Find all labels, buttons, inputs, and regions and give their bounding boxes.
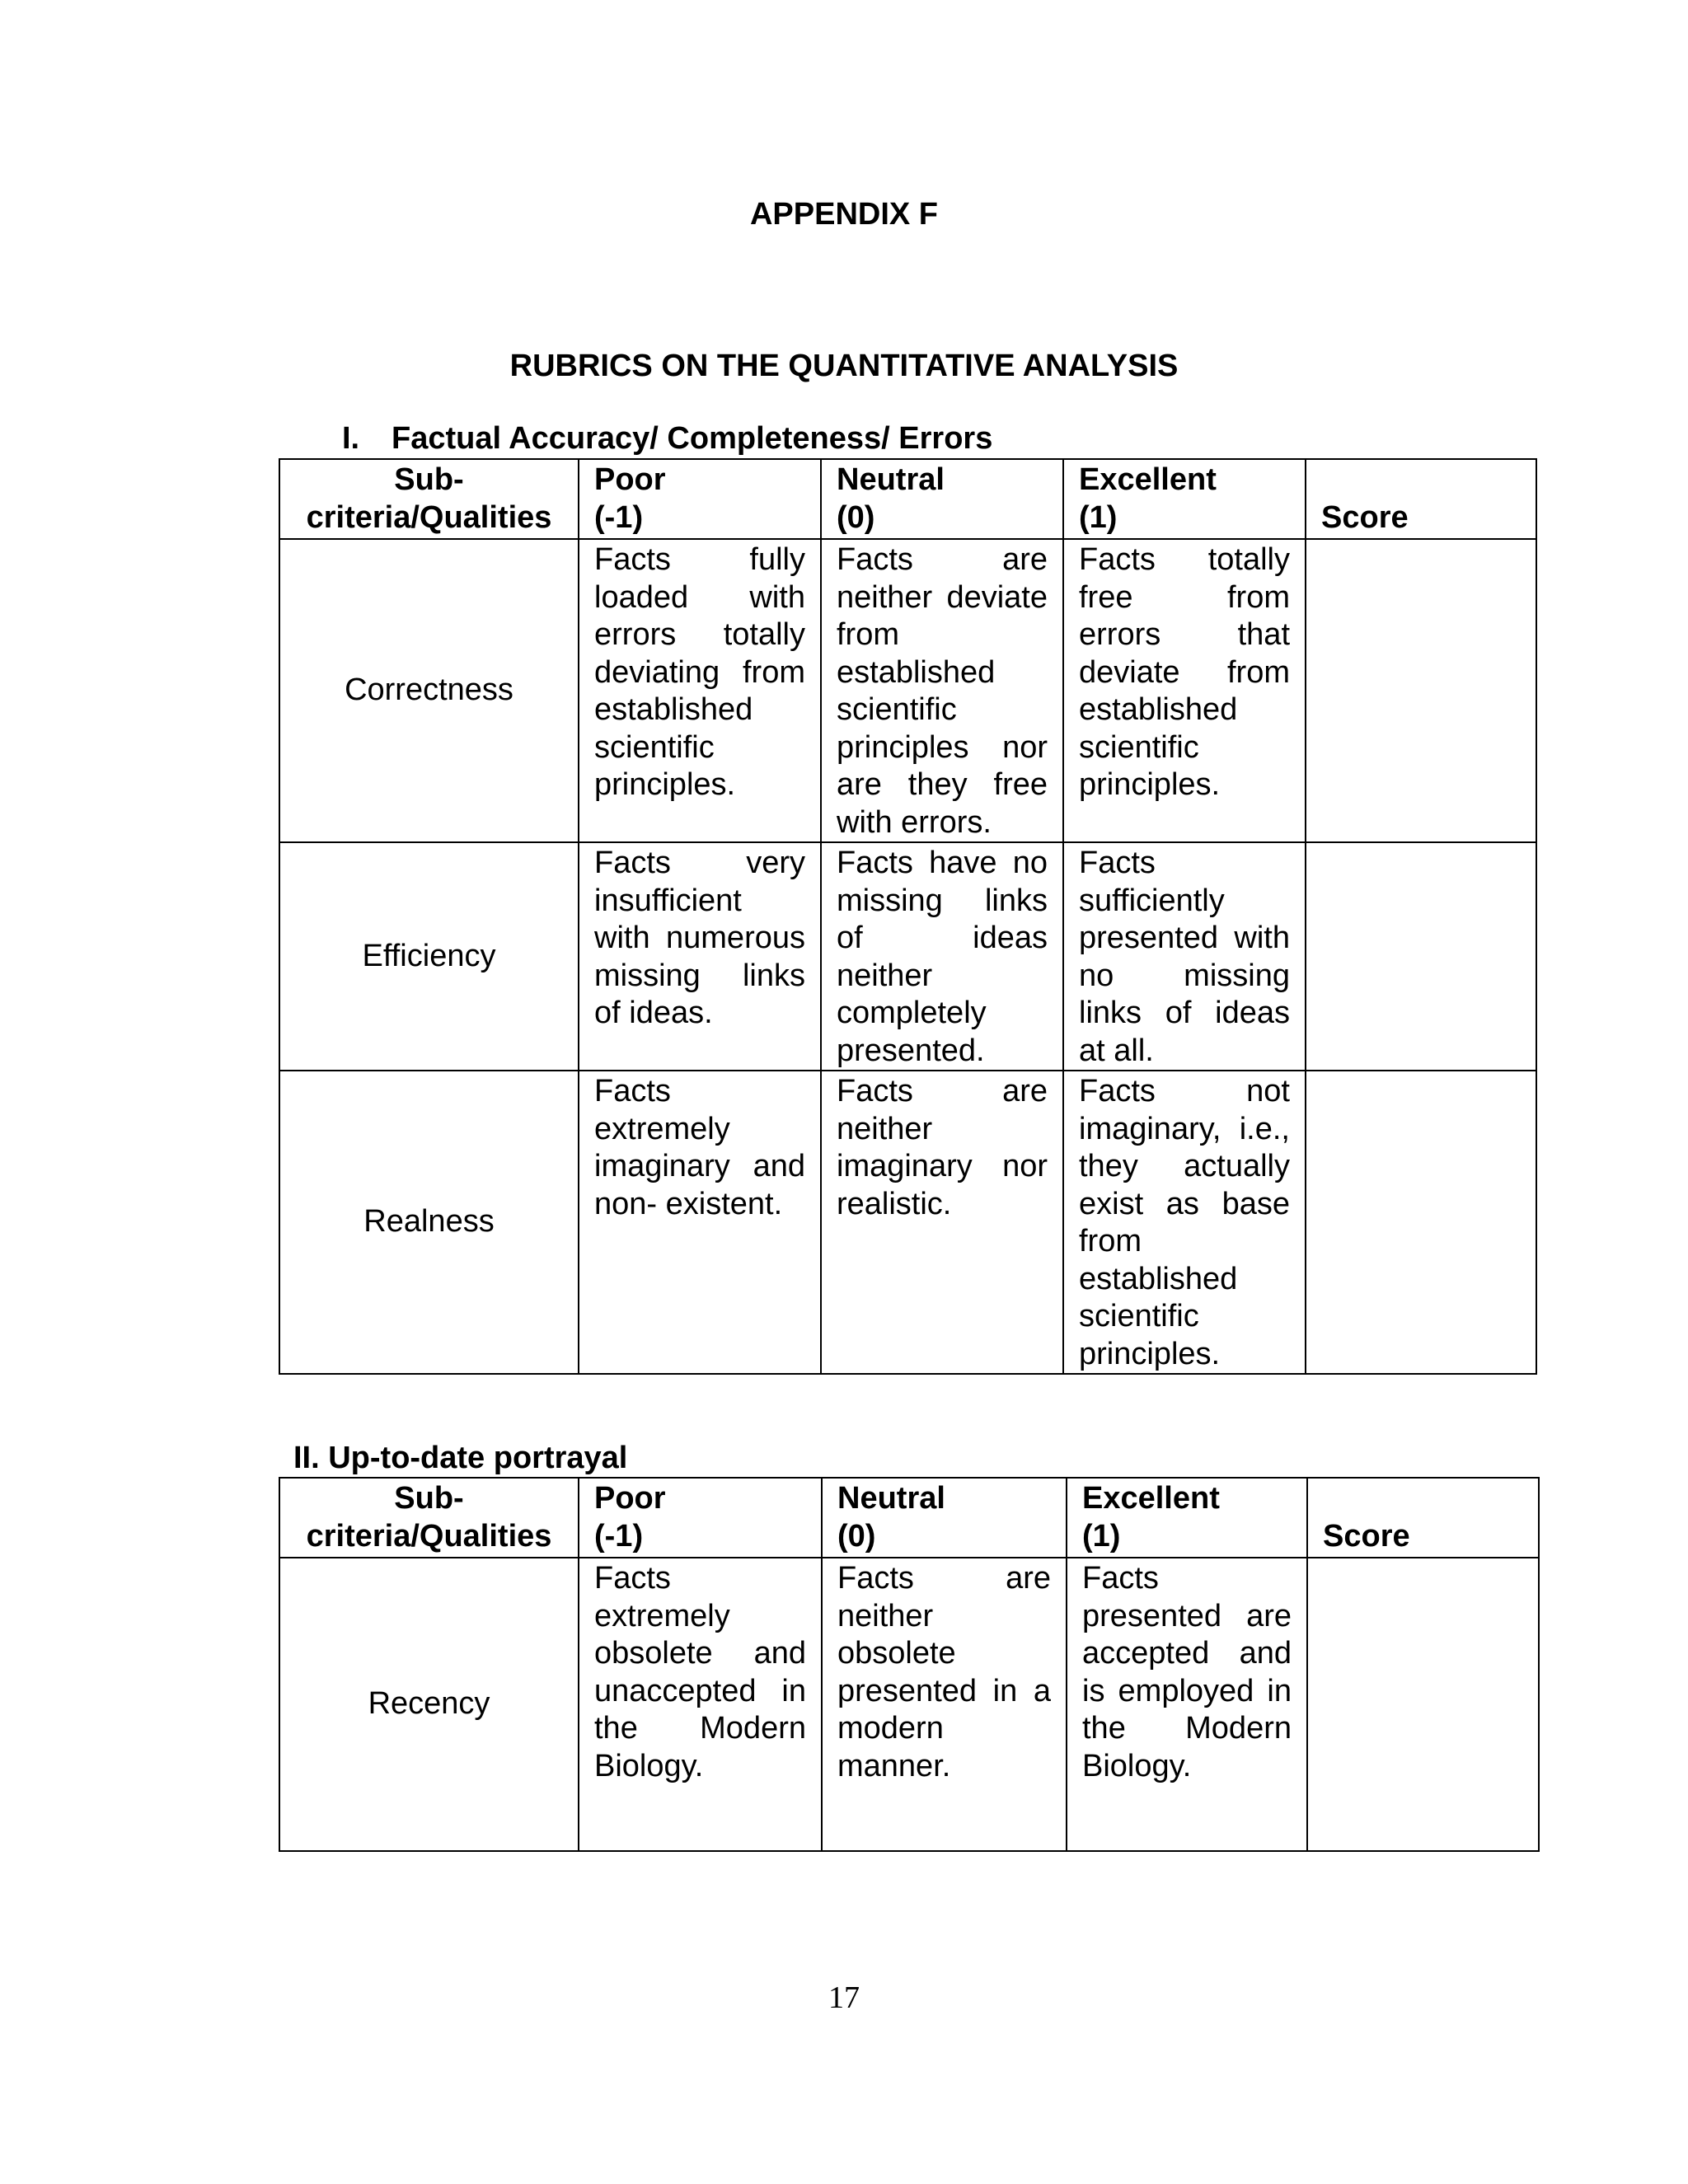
neutral-cell: Facts are neither obsolete presented in a modern manner.	[822, 1558, 1067, 1851]
table-header-row	[279, 459, 1536, 539]
neutral-cell: Facts are neither imaginary nor realistic.	[821, 1071, 1063, 1374]
score-cell	[1306, 1071, 1536, 1374]
excellent-cell: Facts not imaginary, i.e., they actually exist as base from established scientific principles.	[1063, 1071, 1306, 1374]
table-row	[279, 842, 1536, 1071]
document-title: RUBRICS ON THE QUANTITATIVE ANALYSIS	[509, 349, 1179, 383]
table-header-row	[279, 1478, 1539, 1558]
criterion-cell: Realness	[279, 1071, 579, 1374]
excellent-cell: Facts totally free from errors that deviate from established scientific principles.	[1063, 539, 1306, 842]
header-poor: Poor (-1)	[579, 1478, 822, 1558]
excellent-cell: Facts presented are accepted and is employed in the Modern Biology.	[1067, 1558, 1307, 1851]
neutral-cell: Facts have no missing links of ideas neither completely presented.	[821, 842, 1063, 1071]
table-row	[279, 1071, 1536, 1374]
excellent-cell: Facts sufficiently presented with no missing links of ideas at all.	[1063, 842, 1306, 1071]
score-cell	[1306, 842, 1536, 1071]
poor-cell: Facts extremely imaginary and non- existent.	[579, 1071, 821, 1374]
header-score: Score	[1307, 1478, 1539, 1558]
table-row	[279, 1558, 1539, 1851]
poor-cell: Facts very insufficient with numerous missing links of ideas.	[579, 842, 821, 1071]
header-excellent: Excellent (1)	[1067, 1478, 1307, 1558]
score-cell	[1306, 539, 1536, 842]
criterion-cell: Recency	[279, 1558, 579, 1851]
criterion-cell: Correctness	[279, 539, 579, 842]
section-1-title: Factual Accuracy/ Completeness/ Errors	[392, 421, 993, 456]
neutral-cell: Facts are neither deviate from established scientific principles nor are they free with errors.	[821, 539, 1063, 842]
header-sub-criteria: Sub- criteria/Qualities	[279, 1478, 579, 1558]
header-excellent: Excellent (1)	[1063, 459, 1306, 539]
rubric-table-up-to-date-portrayal	[279, 1477, 1540, 1852]
header-neutral: Neutral (0)	[821, 459, 1063, 539]
section-1-heading	[342, 420, 992, 457]
header-score: Score	[1306, 459, 1536, 539]
poor-cell: Facts extremely obsolete and unaccepted in the Modern Biology.	[579, 1558, 822, 1851]
poor-cell: Facts fully loaded with errors totally deviating from established scientific principles.	[579, 539, 821, 842]
page-number: 17	[828, 1980, 860, 2015]
criterion-cell: Efficiency	[279, 842, 579, 1071]
header-poor: Poor (-1)	[579, 459, 821, 539]
section-1-number: I.	[342, 421, 360, 456]
header-sub-criteria: Sub- criteria/Qualities	[279, 459, 579, 539]
section-2-heading: II. Up-to-date portrayal	[293, 1441, 628, 1475]
score-cell	[1307, 1558, 1539, 1851]
header-neutral: Neutral (0)	[822, 1478, 1067, 1558]
rubric-table-factual-accuracy	[279, 458, 1537, 1375]
table-row	[279, 539, 1536, 842]
appendix-label: APPENDIX F	[749, 197, 939, 232]
